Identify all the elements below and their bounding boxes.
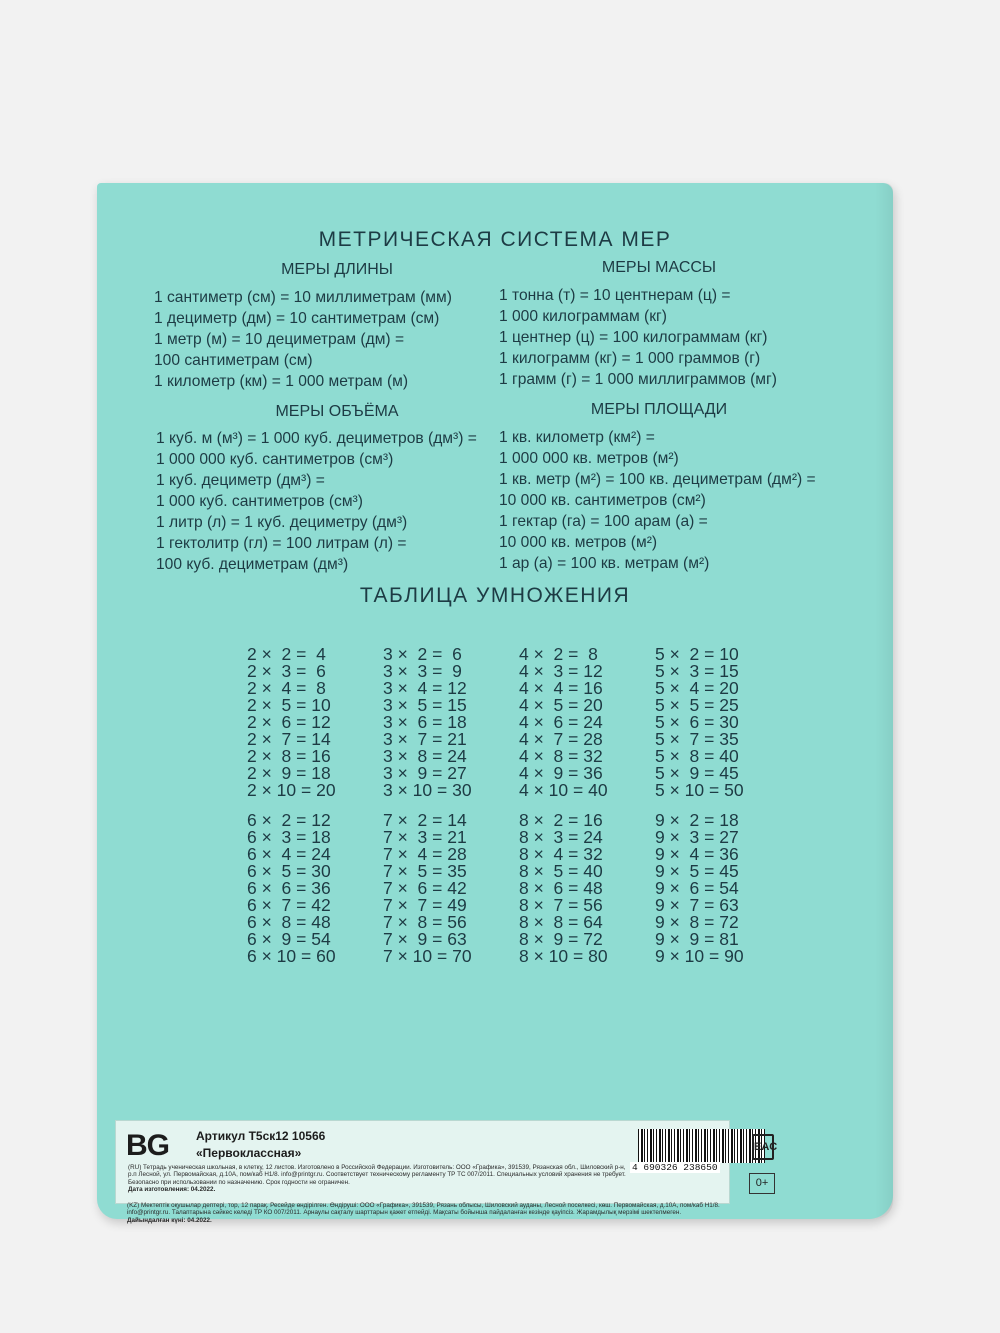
list-item: 6 × 4 = 24: [247, 844, 331, 864]
list-item: 5 × 2 = 10: [655, 644, 739, 664]
list-item: 4 × 2 = 8: [519, 644, 598, 664]
list-item: 8 × 2 = 16: [519, 810, 603, 830]
list-item: 8 × 8 = 64: [519, 912, 603, 932]
list-item: 5 × 3 = 15: [655, 661, 739, 681]
product-label: [115, 1120, 778, 1204]
list-item: 1 гектар (га) = 100 арам (а) =: [499, 513, 708, 530]
list-item: 1 ар (а) = 100 кв. метрам (м²): [499, 555, 710, 572]
volume-title: МЕРЫ ОБЪЁМА: [275, 403, 399, 420]
list-item: 2 × 2 = 4: [247, 644, 326, 664]
list-item: 9 × 2 = 18: [655, 810, 739, 830]
mult-column-9: [655, 778, 744, 999]
list-item: 9 × 6 = 54: [655, 878, 739, 898]
list-item: 4 × 4 = 16: [519, 678, 603, 698]
list-item: 8 × 6 = 48: [519, 878, 603, 898]
list-item: 7 × 3 = 21: [383, 827, 467, 847]
list-item: 3 × 8 = 24: [383, 746, 467, 766]
list-item: 2 × 3 = 6: [247, 661, 326, 681]
list-item: 5 × 4 = 20: [655, 678, 739, 698]
list-item: 8 × 5 = 40: [519, 861, 603, 881]
barcode-number: 4 690326 238650: [632, 1162, 718, 1173]
list-item: 6 × 9 = 54: [247, 929, 331, 949]
list-item: 10 000 кв. сантиметров (см²): [499, 492, 706, 509]
list-item: 8 × 4 = 32: [519, 844, 603, 864]
kz-text: (KZ) Мектептік оқушылар дептері, тор, 12 парақ. Ресейде өндірілген. Өндіруші: ООО «Графика», 391539, Рязань облысы, Шиловский ауданы, Лесной поселкесі, көш. Первомайская, д.10А, пом/каб Н1/8. info@printgr.ru. Талаптарына сәйкес келеді ТР КО 007/2011. Арнаулы сақталу шарттарын қажет етпейді. Мақсаты бойынша пайдаланған кезінде қауіпсіз. Жарамдылық мерзімі шектелмеген.: [127, 1202, 720, 1217]
list-item: 2 × 10 = 20: [247, 780, 336, 800]
list-item: 2 × 5 = 10: [247, 695, 331, 715]
list-item: 1 метр (м) = 10 дециметрам (дм) =: [154, 331, 405, 348]
list-item: 6 × 3 = 18: [247, 827, 331, 847]
mult-column-6: [247, 778, 336, 999]
list-item: 9 × 5 = 45: [655, 861, 739, 881]
mult-column-7: [383, 778, 472, 999]
list-item: 4 × 5 = 20: [519, 695, 603, 715]
list-item: 5 × 9 = 45: [655, 763, 739, 783]
list-item: 2 × 9 = 18: [247, 763, 331, 783]
list-item: 6 × 2 = 12: [247, 810, 331, 830]
kz-date: Дайындалған күні: 04.2022.: [127, 1216, 212, 1224]
list-item: 6 × 6 = 36: [247, 878, 331, 898]
list-item: 9 × 4 = 36: [655, 844, 739, 864]
list-item: 6 × 5 = 30: [247, 861, 331, 881]
list-item: 100 куб. дециметрам (дм³): [156, 556, 349, 573]
list-item: 9 × 8 = 72: [655, 912, 739, 932]
area-title: МЕРЫ ПЛОЩАДИ: [590, 401, 728, 418]
product-info: [196, 1128, 325, 1162]
list-item: 1 километр (км) = 1 000 метрам (м): [154, 373, 409, 390]
list-item: 1 тонна (т) = 10 центнерам (ц) =: [499, 287, 731, 304]
ru-date: Дата изготовления: 04.2022.: [128, 1186, 216, 1194]
article-number: Артикул Т5ск12 10566: [196, 1129, 326, 1143]
list-item: 1 сантиметр (см) = 10 миллиметрам (мм): [154, 289, 452, 306]
mass-list: [499, 285, 777, 390]
list-item: 1 килограмм (кг) = 1 000 граммов (г): [499, 350, 761, 367]
list-item: 1 центнер (ц) = 100 килограммам (кг): [499, 329, 768, 346]
list-item: 5 × 8 = 40: [655, 746, 739, 766]
list-item: 7 × 10 = 70: [383, 946, 472, 966]
list-item: 1 куб. м (м³) = 1 000 куб. дециметров (дм³) =: [156, 430, 477, 447]
list-item: 3 × 3 = 9: [383, 661, 462, 681]
list-item: 3 × 6 = 18: [383, 712, 467, 732]
list-item: 1 дециметр (дм) = 10 сантиметрам (см): [154, 310, 440, 327]
list-item: 7 × 7 = 49: [383, 895, 467, 915]
list-item: 1 литр (л) = 1 куб. дециметру (дм³): [156, 514, 408, 531]
list-item: 4 × 3 = 12: [519, 661, 603, 681]
list-item: 2 × 6 = 12: [247, 712, 331, 732]
list-item: 6 × 7 = 42: [247, 895, 331, 915]
age-rating-badge: 0+: [749, 1173, 775, 1194]
length-list: [154, 287, 452, 392]
list-item: 2 × 8 = 16: [247, 746, 331, 766]
barcode-icon: [638, 1129, 765, 1163]
list-item: 8 × 10 = 80: [519, 946, 608, 966]
kz-description: [127, 1202, 737, 1224]
list-item: 5 × 6 = 30: [655, 712, 739, 732]
brand-logo: BG: [126, 1129, 169, 1162]
list-item: 3 × 5 = 15: [383, 695, 467, 715]
list-item: 1 куб. дециметр (дм³) =: [156, 472, 325, 489]
list-item: 6 × 8 = 48: [247, 912, 331, 932]
list-item: 7 × 8 = 56: [383, 912, 467, 932]
list-item: 2 × 7 = 14: [247, 729, 331, 749]
list-item: 3 × 9 = 27: [383, 763, 467, 783]
list-item: 1 000 килограммам (кг): [499, 308, 667, 325]
list-item: 9 × 3 = 27: [655, 827, 739, 847]
list-item: 10 000 кв. метров (м²): [499, 534, 658, 551]
volume-list: [156, 428, 477, 575]
list-item: 1 000 куб. сантиметров (см³): [156, 493, 363, 510]
list-item: 8 × 3 = 24: [519, 827, 603, 847]
list-item: 3 × 2 = 6: [383, 644, 462, 664]
list-item: 4 × 8 = 32: [519, 746, 603, 766]
list-item: 5 × 10 = 50: [655, 780, 744, 800]
list-item: 7 × 5 = 35: [383, 861, 467, 881]
eac-mark-icon: EAC: [752, 1134, 774, 1160]
notebook-back-cover: [97, 183, 893, 1219]
product-name: «Первоклассная»: [196, 1146, 302, 1160]
list-item: 6 × 10 = 60: [247, 946, 336, 966]
list-item: 1 грамм (г) = 1 000 миллиграммов (мг): [499, 371, 777, 388]
list-item: 5 × 5 = 25: [655, 695, 739, 715]
multiplication-title: ТАБЛИЦА УМНОЖЕНИЯ: [359, 584, 631, 607]
list-item: 4 × 9 = 36: [519, 763, 603, 783]
list-item: 7 × 9 = 63: [383, 929, 467, 949]
mult-column-8: [519, 778, 608, 999]
list-item: 1 000 000 кв. метров (м²): [499, 450, 679, 467]
list-item: 5 × 7 = 35: [655, 729, 739, 749]
list-item: 9 × 9 = 81: [655, 929, 739, 949]
list-item: 8 × 7 = 56: [519, 895, 603, 915]
list-item: 1 000 000 куб. сантиметров (см³): [156, 451, 394, 468]
list-item: 9 × 10 = 90: [655, 946, 744, 966]
list-item: 4 × 10 = 40: [519, 780, 608, 800]
area-list: [499, 427, 816, 574]
list-item: 7 × 2 = 14: [383, 810, 467, 830]
list-item: 3 × 7 = 21: [383, 729, 467, 749]
list-item: 1 кв. километр (км²) =: [499, 429, 655, 446]
list-item: 1 гектолитр (гл) = 100 литрам (л) =: [156, 535, 407, 552]
list-item: 3 × 10 = 30: [383, 780, 472, 800]
list-item: 3 × 4 = 12: [383, 678, 467, 698]
list-item: 2 × 4 = 8: [247, 678, 326, 698]
list-item: 7 × 4 = 28: [383, 844, 467, 864]
length-title: МЕРЫ ДЛИНЫ: [281, 261, 393, 278]
page-title: МЕТРИЧЕСКАЯ СИСТЕМА МЕР: [318, 228, 672, 251]
list-item: 9 × 7 = 63: [655, 895, 739, 915]
list-item: 8 × 9 = 72: [519, 929, 603, 949]
list-item: 4 × 7 = 28: [519, 729, 603, 749]
ru-description: [128, 1164, 628, 1194]
mass-title: МЕРЫ МАССЫ: [601, 259, 717, 276]
list-item: 4 × 6 = 24: [519, 712, 603, 732]
list-item: 100 сантиметрам (см): [154, 352, 313, 369]
list-item: 7 × 6 = 42: [383, 878, 467, 898]
ru-text: (RU) Тетрадь ученическая школьная, в клетку, 12 листов. Изготовлено в Российской Федерации. Изготовитель: ООО «Графика», 391539, Рязанская обл., Шиловский р-н, р.п Лесной, ул. Первомайская, д.10А, пом/каб Н1/8. info@printgr.ru. Соответствует техническому регламенту ТР ТС 007/2011. Специальных условий хранения не требует. Безопасно при использовании по назначению. Срок годности не ограничен.: [128, 1164, 626, 1186]
list-item: 1 кв. метр (м²) = 100 кв. дециметрам (дм²) =: [499, 471, 816, 488]
